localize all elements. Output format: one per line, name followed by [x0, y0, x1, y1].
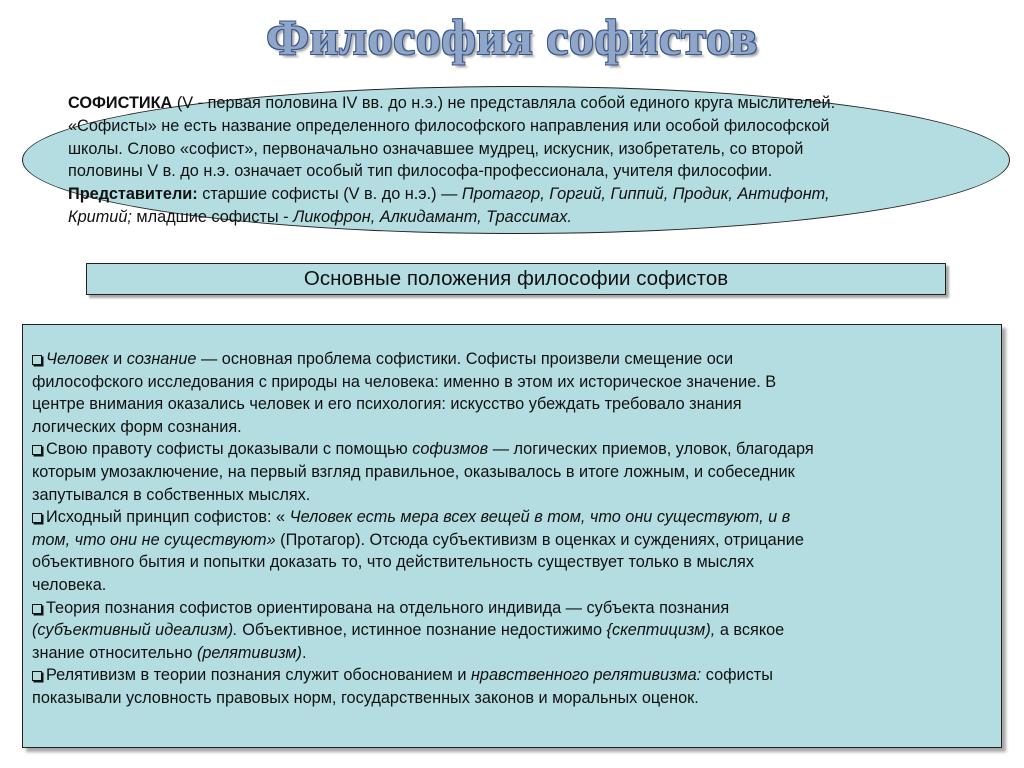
checkbox-bullet-icon — [32, 513, 42, 523]
intro-line — [68, 183, 1008, 206]
intro-text-span: (V - первая половина IV вв. до н.э.) не представляла собой единого круга мыслителей. — [172, 94, 836, 112]
point-text-span: — логических приемов, уловок, благодаря — [488, 440, 814, 459]
checkbox-bullet-icon — [32, 604, 42, 614]
point-text-span: Теория познания софистов ориентирована на отдельного индивида — субъекта познания — [46, 598, 730, 617]
point-text-span: . — [301, 643, 307, 662]
point-line: которым умозаключение, на первый взгляд правильное, оказывалось в итоге ложным, и собеседник — [32, 462, 795, 481]
term-sophistics: СОФИСТИКА — [68, 94, 173, 112]
intro-line — [68, 206, 1008, 229]
point-text-span: Объективное, истинное познание недостижимо — [237, 621, 607, 640]
point-text-span: Свою правоту софисты доказывали с помощью — [46, 440, 413, 459]
point-line: логических форм сознания. — [32, 417, 242, 436]
point-line — [32, 597, 992, 620]
point-text-span: знание относительно — [32, 643, 197, 662]
checkbox-bullet-icon — [32, 671, 42, 681]
point-italic-span: Человек — [46, 350, 109, 368]
point-text-span: (Протагор). Отсюда субъективизм в оценках и суждениях, отрицание — [275, 530, 804, 549]
point-line — [32, 438, 992, 461]
point-text-span: софисты — [701, 666, 773, 685]
intro-text-span: старшие софисты (V в. до н.э.) — — [197, 185, 462, 204]
intro-italic-span: Ликофрон, Алкидамант, Трассимах. — [293, 207, 572, 226]
intro-italic-span: Критий; — [68, 207, 132, 226]
checkbox-bullet-icon — [32, 445, 42, 455]
point-line — [32, 619, 992, 642]
point-italic-span: Человек есть мера всех вещей в том, что они существуют, и в — [289, 508, 791, 527]
point-italic-span: том, что они не существуют» — [32, 530, 276, 549]
point-line: философского исследования с природы на человека: именно в этом их историческое значение. В — [32, 372, 777, 391]
slide-title: Философия софистов — [266, 9, 758, 65]
point-line: показывали условность правовых норм, государственных законов и моральных оценок. — [32, 688, 699, 707]
point-line: запутывался в собственных мыслях. — [32, 485, 311, 504]
point-line: объективного бытия и попытки доказать то, что действительность существует только в мыслях — [32, 553, 754, 572]
point-line: человека. — [32, 575, 107, 594]
point-line — [32, 506, 992, 529]
point-text-span: и — [108, 350, 127, 368]
intro-line: школы. Слово «софист», первоначально означавшее мудрец, искусник, изобретатель, со второй — [68, 139, 804, 158]
point-line — [32, 664, 992, 687]
term-representatives: Представители: — [68, 185, 198, 204]
point-text-span: Релятивизм в теории познания служит обоснованием и — [46, 666, 471, 685]
point-italic-span: {скептицизм), — [606, 621, 716, 640]
intro-line: половины V в. до н.э. означает особый тип философа-профессионала, учителя философии. — [68, 162, 773, 181]
point-line — [32, 348, 992, 371]
point-italic-span: нравственного релятивизма: — [470, 666, 702, 685]
intro-text-span: младшие софисты - — [131, 207, 294, 226]
point-italic-span: (субъективный идеализм). — [32, 621, 238, 640]
point-text-span: а всякое — [715, 621, 785, 640]
intro-line: «Софисты» не есть название определенного философского направления или особой философской — [68, 116, 830, 135]
point-italic-span: сознание — [126, 350, 197, 368]
point-line — [32, 529, 992, 552]
section-subtitle: Основные положения философии софистов — [86, 263, 946, 295]
point-italic-span: софизмов — [412, 440, 489, 459]
intro-italic-span: Протагор, Горгий, Гиппий, Продик, Антифонт, — [461, 185, 830, 204]
point-text-span: — основная проблема софистики. Софисты произвели смещение оси — [196, 350, 734, 368]
point-line — [32, 642, 992, 665]
point-italic-span: (релятивизм) — [196, 643, 302, 662]
checkbox-bullet-icon — [32, 355, 42, 365]
intro-line — [68, 92, 1008, 115]
point-line: центре внимания оказались человек и его психология: искусство убеждать требовало знания — [32, 395, 742, 414]
main-points-text — [32, 348, 992, 710]
point-text-span: Исходный принцип софистов: « — [46, 508, 290, 527]
intro-text — [68, 92, 1008, 229]
